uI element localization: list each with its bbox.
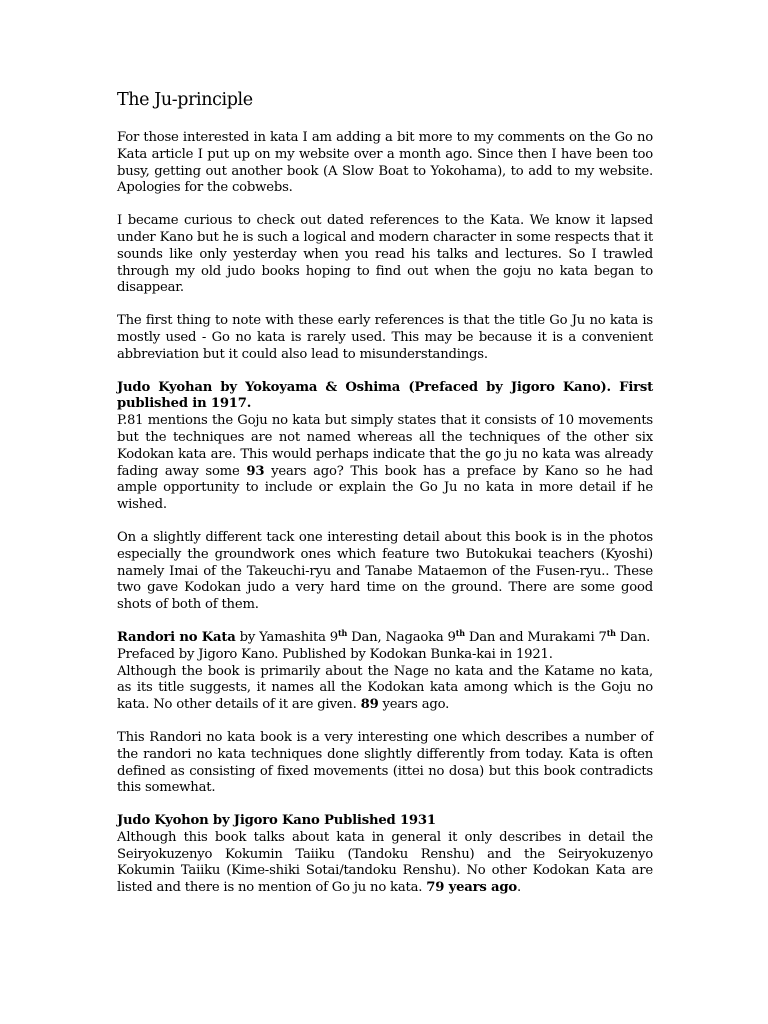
section-randori-no-kata bbox=[117, 627, 653, 714]
authors-text: by Yamashita 9 bbox=[235, 629, 339, 645]
years-count: 89 bbox=[360, 697, 379, 713]
paragraph-photos: On a slightly different tack one interesting detail about this book is in the photos especially the groundwork ones which feature two Butokukai teachers (Kyoshi) namely Imai of the Takeuchi-ryu and Tanabe Mataemon of the Fusen-ryu.. These two gave Kodokan judo a very hard time on the ground. There are some good shots of both of them. bbox=[117, 529, 653, 613]
section-heading: Randori no Kata bbox=[117, 629, 236, 645]
paragraph-curious: I became curious to check out dated references to the Kata. We know it lapsed under Kano but he is such a logical and modern character in some respects that it sounds like only yesterday when you read his talks and lectures. So I trawled through my old judo books hoping to find out when the goju no kata began to disappear. bbox=[117, 213, 653, 296]
section-text: . bbox=[516, 880, 521, 896]
ordinal-suffix: th bbox=[606, 627, 616, 638]
section-text: P.81 mentions the Goju no kata but simply states that it consists of 10 movements but the techniques are not named whereas all the techniques of the other six Kodokan kata are. This would perhaps indicate that the go ju no kata was already fading away some bbox=[117, 413, 653, 479]
paragraph-randori-book: This Randori no kata book is a very interesting one which describes a number of the randori no kata techniques done slightly differently from today. Kata is often defined as consisting of fixed movements (ittei no dosa) but this book contradicts this somewhat. bbox=[117, 729, 653, 796]
authors-text: Dan, Nagaoka 9 bbox=[347, 629, 456, 645]
document-page bbox=[117, 88, 653, 913]
paragraph-intro: For those interested in kata I am adding a bit more to my comments on the Go no Kata article I put up on my website over a month ago. Since then I have been too busy, getting out another book (A Slow Boat to Yokohama), to add to my website. Apologies for the cobwebs. bbox=[117, 130, 653, 196]
section-text: Although the book is primarily about the Nage no kata and the Katame no kata, as its title suggests, it names all the Kodokan kata among which is the Goju no kata. No other details of it are given. bbox=[117, 663, 653, 713]
section-text: Although this book talks about kata in general it only describes in detail the Seiryokuzenyo Kokumin Taiiku (Tandoku Renshu) and the Seiryokuzenyo Kokumin Taiiku (Kime-shiki Sotai/tandoku Renshu). No other Kodokan Kata are listed and there is no mention of Go ju no kata. bbox=[117, 829, 653, 896]
authors-text: Dan and Murakami 7 bbox=[464, 629, 607, 645]
ordinal-suffix: th bbox=[455, 627, 465, 638]
section-judo-kyohon-1931 bbox=[117, 813, 653, 897]
ordinal-suffix: th bbox=[338, 627, 348, 638]
years-count: 79 years ago bbox=[426, 880, 517, 896]
paragraph-references: The first thing to note with these early references is that the title Go Ju no kata is mostly used - Go no kata is rarely used. This may be because it is a convenient abbreviation but it could also lead to misunderstandings. bbox=[117, 313, 653, 362]
authors-text: Dan. bbox=[615, 629, 651, 645]
section-text: years ago. bbox=[378, 697, 450, 713]
section-judo-kyohan-1917 bbox=[117, 380, 653, 514]
years-count: 93 bbox=[246, 463, 265, 479]
section-heading: Judo Kyohan by Yokoyama & Oshima (Prefaced by Jigoro Kano). First published in 1917. bbox=[117, 379, 653, 412]
page-title: The Ju-principle bbox=[117, 90, 253, 110]
publication-text: Prefaced by Jigoro Kano. Published by Kodokan Bunka-kai in 1921. bbox=[117, 646, 553, 662]
section-text: years ago? This book has a preface by Kano so he had ample opportunity to include or explain the Go Ju no kata in more detail if he wished. bbox=[117, 463, 653, 513]
section-heading: Judo Kyohon by Jigoro Kano Published 1931 bbox=[117, 813, 436, 829]
